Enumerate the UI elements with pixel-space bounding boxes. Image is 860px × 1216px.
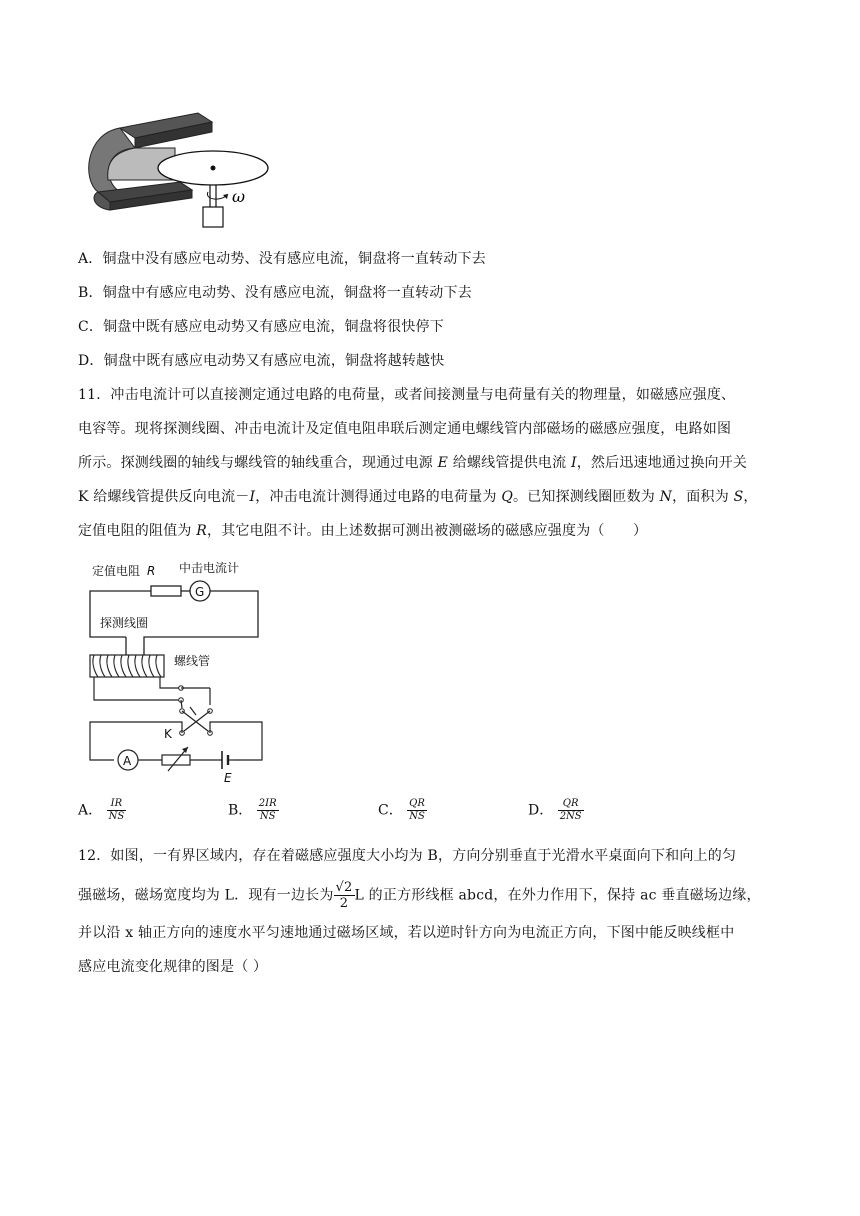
option-text: 铜盘中既有感应电动势又有感应电流，铜盘将越转越快 — [103, 353, 445, 369]
option-text: 铜盘中没有感应电动势、没有感应电流，铜盘将一直转动下去 — [102, 251, 486, 267]
q12-line-3 — [78, 922, 734, 942]
option-label: A． — [78, 802, 103, 819]
fraction — [257, 798, 279, 823]
option-label: B． — [78, 285, 103, 301]
denominator: NS — [108, 811, 125, 822]
q11-line-1 — [78, 384, 735, 404]
q12-text: 感应电流变化规律的图是（ ） — [78, 959, 268, 975]
question-number: 11． — [78, 387, 111, 403]
option-label: A． — [78, 251, 103, 267]
numerator: QR — [409, 798, 425, 809]
var-n: N — [659, 489, 673, 505]
q12-text: 强磁场，磁场宽度均为 L．现有一边长为 — [78, 887, 334, 904]
omega-label: ω — [232, 187, 246, 206]
solenoid-symbol — [90, 655, 164, 677]
circuit-figure — [84, 555, 284, 785]
fraction — [107, 798, 127, 823]
battery-e-label: E — [224, 771, 232, 785]
q10-option-a — [78, 248, 486, 268]
resistor-symbol — [151, 586, 181, 596]
sqrt-fraction — [334, 880, 355, 911]
q11-text: ， — [743, 489, 758, 505]
denominator: 2 — [339, 896, 349, 911]
denominator: NS — [409, 811, 425, 822]
switch-k-label: K — [164, 727, 172, 741]
q11-line-3 — [78, 452, 747, 472]
q11-text: 给螺线管提供电流 — [448, 455, 571, 471]
resistor-label: 定值电阻 — [92, 564, 141, 578]
q12-text: L 的正方形线框 abcd，在外力作用下，保持 ac 垂直磁场边缘， — [354, 887, 761, 904]
fraction — [407, 798, 427, 823]
q12-line-4 — [78, 956, 267, 976]
q11-option-c — [378, 798, 427, 823]
option-label: D． — [78, 353, 104, 369]
q11-text: 电容等。现将探测线圈、冲击电流计及定值电阻串联后测定通电螺线管内部磁场的磁感应强度，电路如图 — [78, 421, 732, 437]
q11-text: K 给螺线管提供反向电流－ — [78, 489, 250, 505]
fraction — [558, 798, 584, 823]
resistor-r-label: R — [147, 564, 156, 578]
var-r: R — [196, 523, 207, 539]
q10-option-d — [78, 350, 444, 370]
question-number: 12． — [78, 848, 111, 864]
option-label: C． — [378, 802, 403, 819]
q11-text: ，其它电阻不计。由上述数据可测出被测磁场的磁感应强度为（ ） — [207, 523, 648, 539]
var-i: I — [249, 489, 256, 505]
q12-text: 并以沿 x 轴正方向的速度水平匀速地通过磁场区域，若以逆时针方向为电流正方向，下图中能反映线框中 — [78, 925, 735, 941]
q11-option-b — [228, 798, 279, 823]
q11-text: ，然后迅速地通过换向开关 — [576, 455, 748, 471]
q11-option-d — [528, 798, 584, 823]
q11-text: 定值电阻的阻值为 — [78, 523, 197, 539]
magnet-disk-figure — [80, 110, 280, 235]
q12-text: 如图，一有界区域内，存在着磁感应强度大小均为 B，方向分别垂直于光滑水平桌面向下和向上的匀 — [110, 848, 737, 864]
var-e: E — [437, 455, 449, 471]
var-i: I — [570, 455, 577, 471]
denominator: 2NS — [559, 811, 582, 822]
numerator: √2 — [335, 880, 353, 895]
galvanometer-g: G — [195, 585, 205, 599]
q11-line-5 — [78, 520, 647, 540]
q12-line-2 — [78, 880, 761, 911]
numerator: 2IR — [258, 798, 277, 809]
rheostat-symbol — [162, 755, 190, 765]
numerator: QR — [558, 798, 584, 811]
q12-line-1 — [78, 845, 736, 865]
q11-text: 冲击电流计可以直接测定通过电路的电荷量，或者间接测量与电荷量有关的物理量，如磁感应强度、 — [110, 387, 736, 403]
q11-text: ，面积为 — [672, 489, 734, 505]
q11-option-a — [78, 798, 126, 823]
q11-text: 所示。探测线圈的轴线与螺线管的轴线重合，现通过电源 — [78, 455, 438, 471]
ammeter-a: A — [123, 754, 132, 768]
meter-label: 中击电流计 — [179, 561, 240, 575]
option-label: C． — [78, 319, 104, 335]
denominator: NS — [259, 811, 276, 822]
q10-option-c — [78, 316, 444, 336]
option-text: 铜盘中有感应电动势、没有感应电流，铜盘将一直转动下去 — [102, 285, 472, 301]
q10-option-b — [78, 282, 472, 302]
option-text: 铜盘中既有感应电动势又有感应电流，铜盘将很快停下 — [103, 319, 444, 335]
solenoid-label: 螺线管 — [174, 654, 211, 668]
coil-label: 探测线圈 — [100, 616, 149, 630]
option-label: B． — [228, 802, 253, 819]
q11-text: 。已知探测线圈匝数为 — [513, 489, 660, 505]
q11-line-4 — [78, 486, 758, 506]
numerator: IR — [107, 798, 127, 811]
var-s: S — [733, 489, 744, 505]
var-q: Q — [501, 489, 513, 505]
q11-text: ，冲击电流计测得通过电路的电荷量为 — [255, 489, 502, 505]
option-label: D． — [528, 802, 554, 819]
q11-line-2 — [78, 418, 731, 438]
